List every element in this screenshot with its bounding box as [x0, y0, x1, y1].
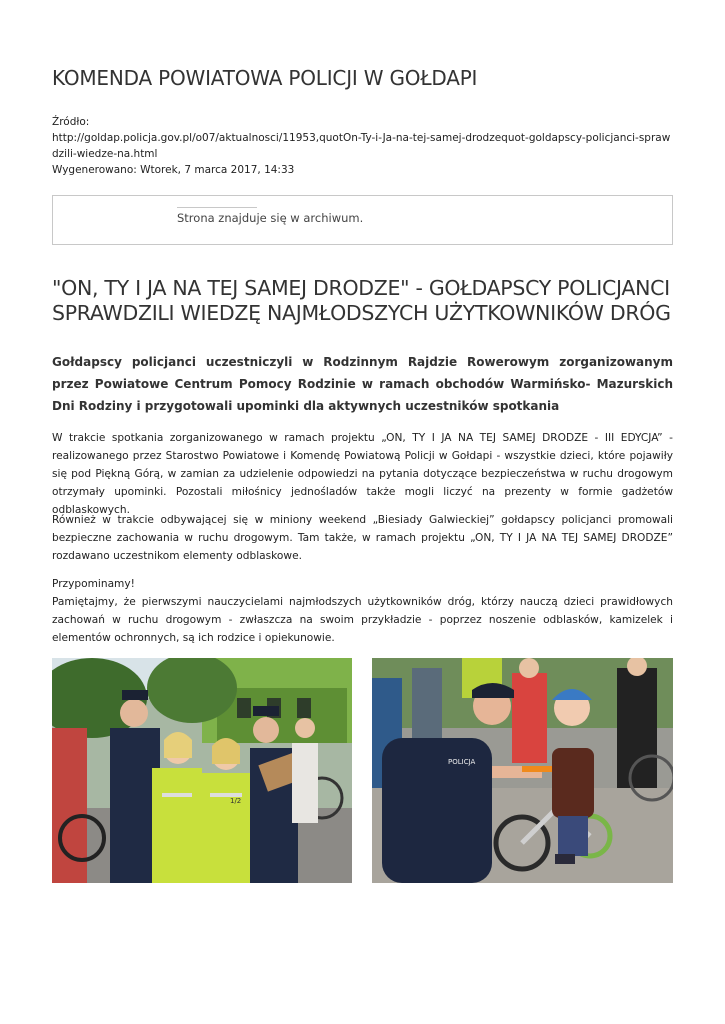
archive-notice-text: Strona znajduje się w archiwum.: [177, 211, 364, 225]
source-url[interactable]: http://goldap.policja.gov.pl/o07/aktualnosci/11953,quotOn-Ty-i-Ja-na-tej-samej-drodzequot-goldapscy-policjanci-sprawdzili-wiedze-na.html: [52, 132, 671, 160]
photo-officer-with-child-on-bike[interactable]: [372, 658, 673, 883]
source-label: Źródło:: [52, 116, 90, 128]
photo-1-image: [52, 658, 352, 883]
article-paragraph-2: Również w trakcie odbywającej się w miniony weekend „Biesiady Galwieckiej” gołdapscy policjanci promowali bezpieczne zachowania w ruchu drogowym. Tam także, w ramach projektu „ON, TY I JA NA TEJ SAMEJ DRODZE” rozdawano uczestnikom elementy odblaskowe.: [52, 514, 673, 562]
vest-number-label: 1/2: [230, 797, 242, 805]
article-title: "ON, TY I JA NA TEJ SAMEJ DRODZE" - GOŁDAPSCY POLICJANCI SPRAWDZILI WIEDZĘ NAJMŁODSZYCH UŻYTKOWNIKÓW DRÓG: [52, 276, 671, 325]
article-paragraph-3: [52, 575, 673, 647]
generated-date: Wygenerowano: Wtorek, 7 marca 2017, 14:33: [52, 164, 295, 176]
photo-2-image: [372, 658, 673, 883]
document-meta: [52, 114, 673, 178]
archive-notice-box: [52, 195, 673, 245]
photo-police-with-children[interactable]: [52, 658, 352, 883]
archive-divider: [177, 207, 257, 208]
reminder-text: Pamiętajmy, że pierwszymi nauczycielami najmłodszych użytkowników dróg, którzy nauczą dzieci prawidłowych zachowań w ruchu drogowym - zwłaszcza na swoim przykładzie - poprzez noszenie odblasków, kamizelek i elementów ochronnych, są ich rodzice i opiekunowie.: [52, 596, 673, 644]
article-lead: Gołdapscy policjanci uczestniczyli w Rodzinnym Rajdzie Rowerowym zorganizowanym przez Powiatowe Centrum Pomocy Rodzinie w ramach obchodów Warmińsko- Mazurskich Dni Rodziny i przygotowali upominki dla aktywnych uczestników spotkania: [52, 355, 673, 413]
article-paragraph-1: W trakcie spotkania zorganizowanego w ramach projektu „ON, TY I JA NA TEJ SAMEJ DRODZE - III EDYCJA” - realizowanego przez Starostwo Powiatowe i Komendę Powiatową Policji w Gołdapi - wszystkie dzieci, które pojawiły się pod Piękną Górą, w zamian za udzielenie odpowiedzi na pytania dotyczące bezpieczeństwa w ruchu drogowym otrzymały upominki. Pozostali miłośnicy jednośladów także mogli liczyć na prezenty w formie gadżetów odblaskowych.: [52, 432, 673, 516]
site-title: KOMENDA POWIATOWA POLICJI W GOŁDAPI: [52, 66, 478, 90]
reminder-heading: Przypominamy!: [52, 578, 135, 590]
police-badge-text: POLICJA: [448, 758, 476, 766]
